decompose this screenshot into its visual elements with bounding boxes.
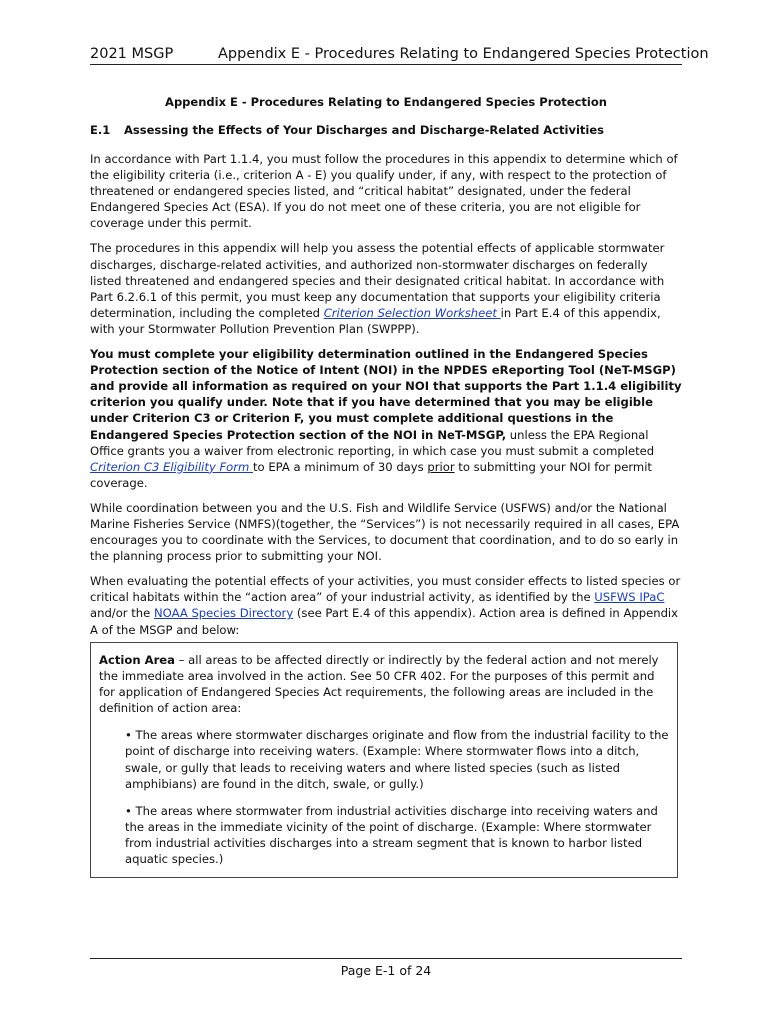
paragraph-2: The procedures in this appendix will help you assess the potential effects of applicable stormwater discharges, discharge-related activities, and authorized non-stormwater discharges on federally listed threatened and endangered species and their designated critical habitat. In accordance with Part 6.2.6.1 of this permit, you must keep any documentation that supports your eligibility criteria determination, including the completed Criterion Selection Worksheet in Part E.4 of this appendix, with your Stormwater Pollution Prevention Plan (SWPPP).: [90, 241, 665, 336]
action-area-bullet-2: • The areas where stormwater from industrial activities discharge into receiving waters and the areas in the immediate vicinity of the point of discharge. (Example: Where stormwater from industrial activities discharges into a stream segment that is known to harbor listed aquatic species.): [125, 803, 658, 867]
action-area-bullet-1: • The areas where stormwater discharges originate and flow from the industrial facility to the point of discharge into receiving waters. (Example: Where stormwater flows into a ditch, swale, or gully that leads to receiving waters and where listed species (such as listed amphibians) are found in the ditch, swale, or gully.): [125, 728, 669, 791]
paragraph-1: In accordance with Part 1.1.4, you must follow the procedures in this appendix to determine which of the eligibility criteria (i.e., criterion A - E) you qualify under, if any, with respect to the protection of threatened or endangered species listed, and “critical habitat” designated, under the federal Endangered Species Act (ESA). If you do not meet one of these criteria, you are not eligible for coverage under this permit.: [90, 152, 678, 231]
section-number: E.1: [90, 123, 111, 137]
criterion-c3-eligibility-form-link[interactable]: Criterion C3 Eligibility Form: [90, 459, 254, 474]
paragraph-4: While coordination between you and the U.S. Fish and Wildlife Service (USFWS) and/or the National Marine Fisheries Service (NMFS)(together, the “Services”) is not necessarily required in all cases, EPA encourages you to coordinate with the Services, to document that coordination, and to do so early in the planning process prior to submitting your NOI.: [90, 500, 680, 564]
header-permit-name: 2021 MSGP: [90, 46, 174, 62]
action-area-definition: Action Area – all areas to be affected directly or indirectly by the federal action and not merely the immediate area involved in the action. See 50 CFR 402. For the purposes of this permit and for application of Endangered Species Act requirements, the following areas are included in the definition of action area:: [99, 653, 659, 716]
eligibility-requirement-bold: You must complete your eligibility determination outlined in the Endangered Species Protection section of the Notice of Intent (NOI) in the NPDES eReporting Tool (NeT-MSGP) and provide all information as required on your NOI that supports the Part 1.1.4 eligibility criterion you qualify under. Note that if you have determined that you may be eligible under Criterion C3 or Criterion F, you must complete additional questions in the Endangered Species Protection section of the NOI in NeT-MSGP,: [90, 347, 682, 442]
action-area-term: Action Area: [99, 653, 175, 667]
action-area-definition-box: [90, 642, 678, 878]
running-header: [90, 46, 709, 65]
paragraph-5: When evaluating the potential effects of your activities, you must consider effects to listed species or critical habitats within the “action area” of your industrial activity, as identified by the USFWS IPaC and/or the NOAA Species Directory (see Part E.4 of this appendix). Action area is defined in Appendix A of the MSGP and below:: [90, 574, 681, 637]
noaa-species-directory-link[interactable]: NOAA Species Directory: [153, 606, 294, 621]
section-heading: [90, 123, 682, 137]
header-appendix-title: Appendix E - Procedures Relating to Endangered Species Protection: [218, 46, 709, 62]
usfws-ipac-link[interactable]: USFWS IPaC: [594, 590, 665, 605]
paragraph-3: You must complete your eligibility determination outlined in the Endangered Species Protection section of the Notice of Intent (NOI) in the NPDES eReporting Tool (NeT-MSGP) and provide all information as required on your NOI that supports the Part 1.1.4 eligibility criterion you qualify under. Note that if you have determined that you may be eligible under Criterion C3 or Criterion F, you must complete additional questions in the Endangered Species Protection section of the NOI in NeT-MSGP, unless the EPA Regional Office grants you a waiver from electronic reporting, in which case you must submit a completed Criterion C3 Eligibility Form to EPA a minimum of 30 days prior to submitting your NOI for permit coverage.: [90, 347, 682, 490]
criterion-selection-worksheet-link[interactable]: Criterion Selection Worksheet: [323, 305, 501, 320]
prior-underlined: prior: [427, 459, 455, 474]
section-title: Assessing the Effects of Your Discharges and Discharge-Related Activities: [124, 123, 604, 137]
page-number-footer: Page E-1 of 24: [90, 958, 682, 978]
body-text: [90, 151, 682, 647]
appendix-title: Appendix E - Procedures Relating to Endangered Species Protection: [165, 95, 607, 109]
